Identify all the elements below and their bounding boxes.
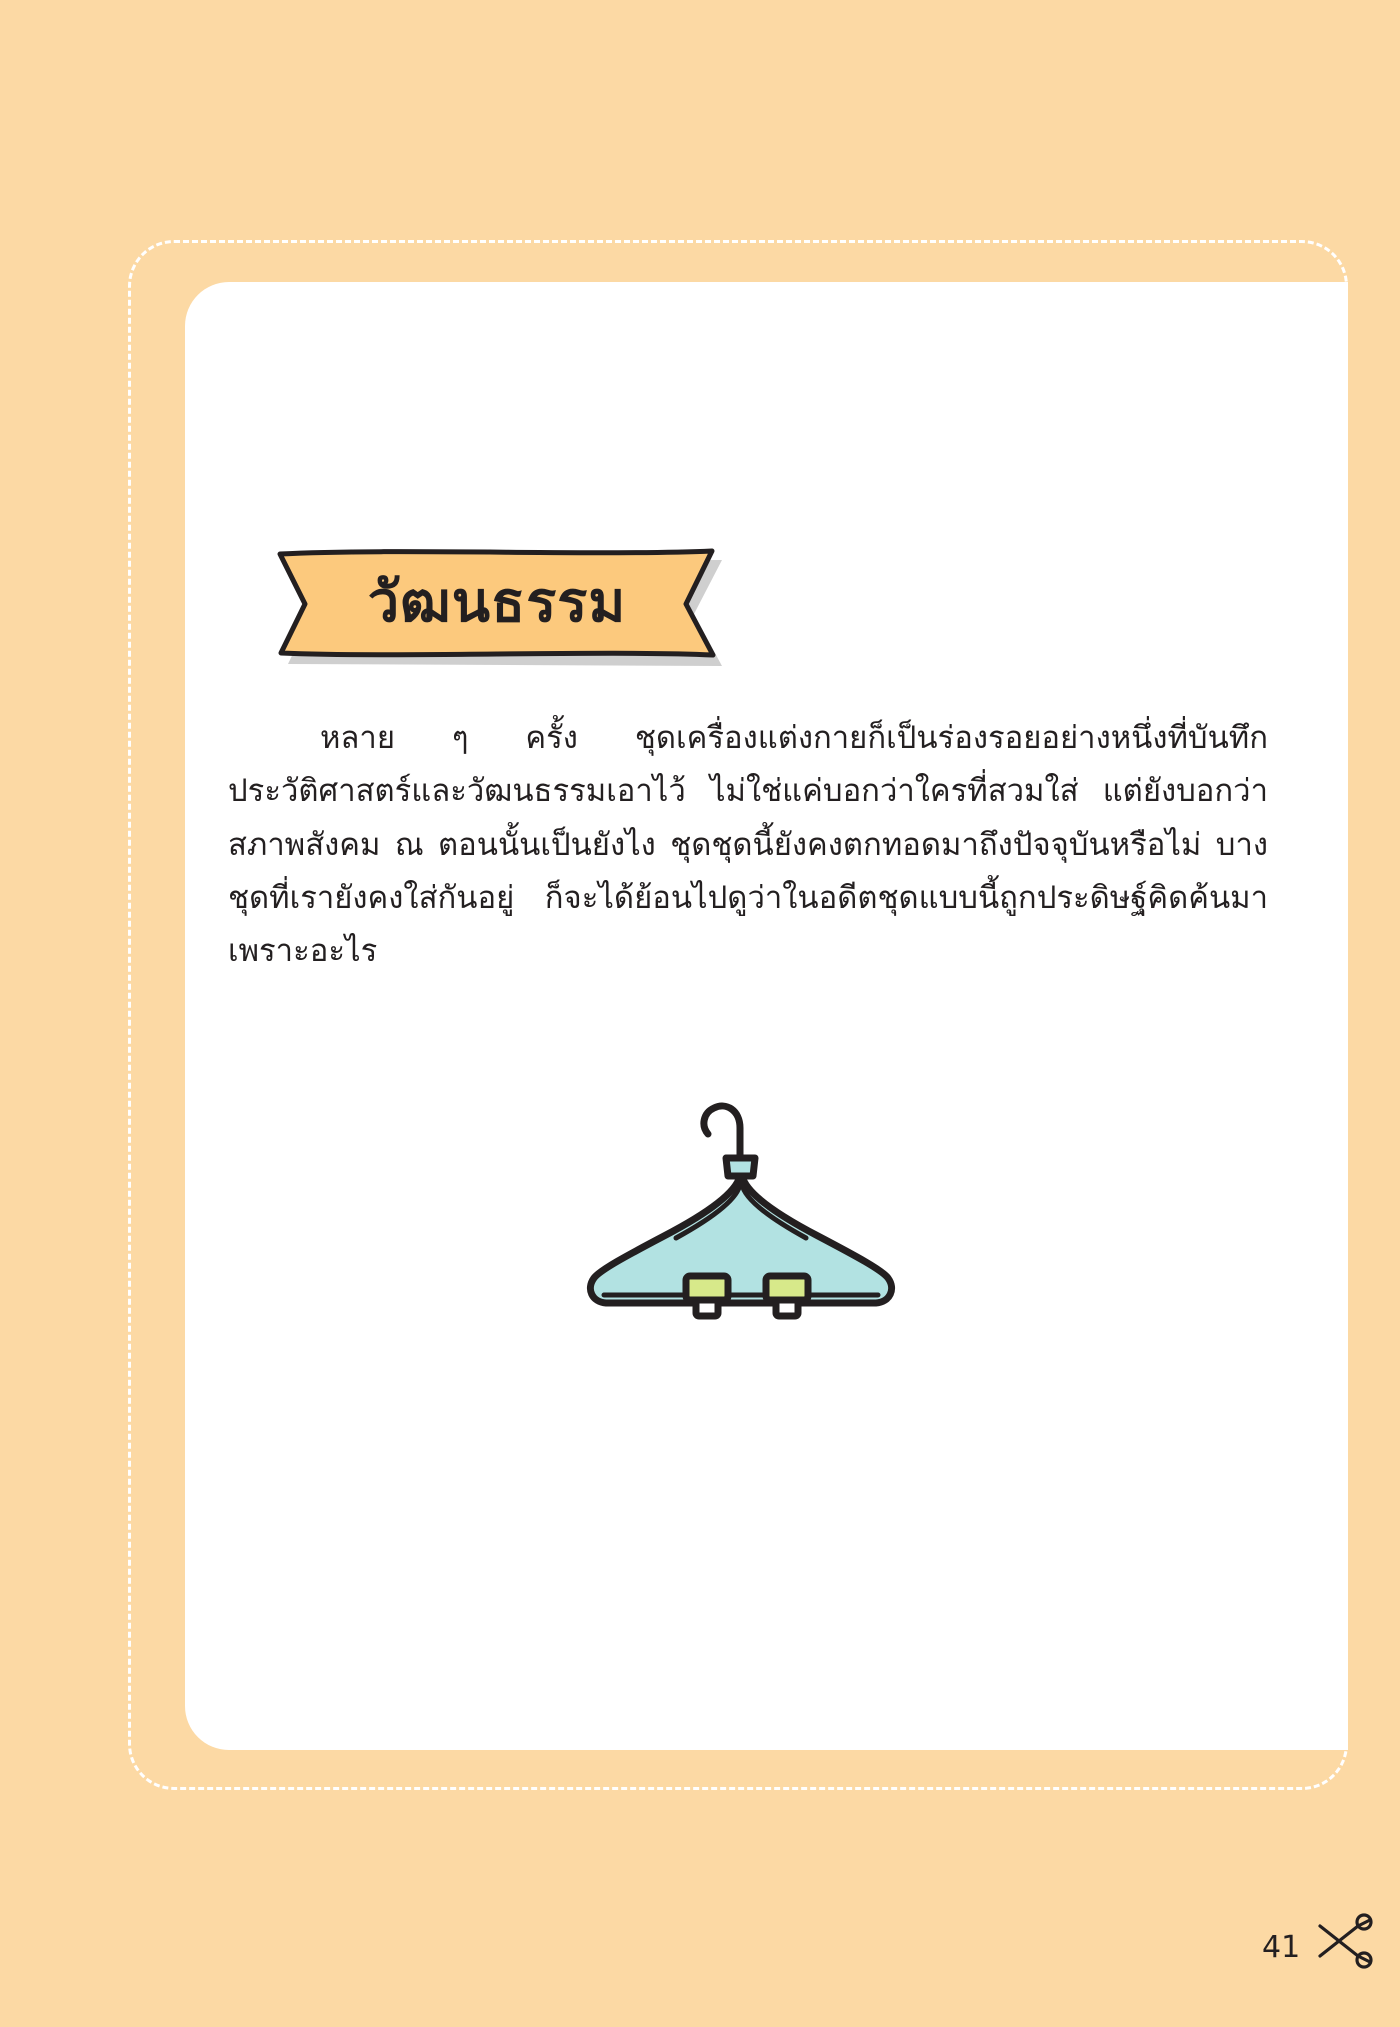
clothes-hanger-illustration (560, 1080, 920, 1340)
scissors-icon (1306, 1908, 1376, 1978)
body-paragraph: หลาย ๆ ครั้ง ชุดเครื่องแต่งกายก็เป็นร่องรอยอย่างหนึ่งที่บันทึกประวัติศาสตร์และวัฒนธรรมเอาไว้ ไม่ใช่แค่บอกว่าใครที่สวมใส่ แต่ยังบอกว่าสภาพสังคม ณ ตอนนั้นเป็นยังไง ชุดชุดนี้ยังคงตกทอดมาถึงปัจจุบันหรือไม่ บางชุดที่เรายังคงใส่กันอยู่ ก็จะได้ย้อนไปดูว่าในอดีตชุดแบบนี้ถูกประดิษฐ์คิดค้นมาเพราะอะไร (228, 720, 1268, 970)
page-number: 41 (1262, 1930, 1301, 1965)
section-banner (272, 548, 722, 660)
content-card (185, 282, 1348, 1750)
banner-title: วัฒนธรรม (367, 569, 627, 635)
